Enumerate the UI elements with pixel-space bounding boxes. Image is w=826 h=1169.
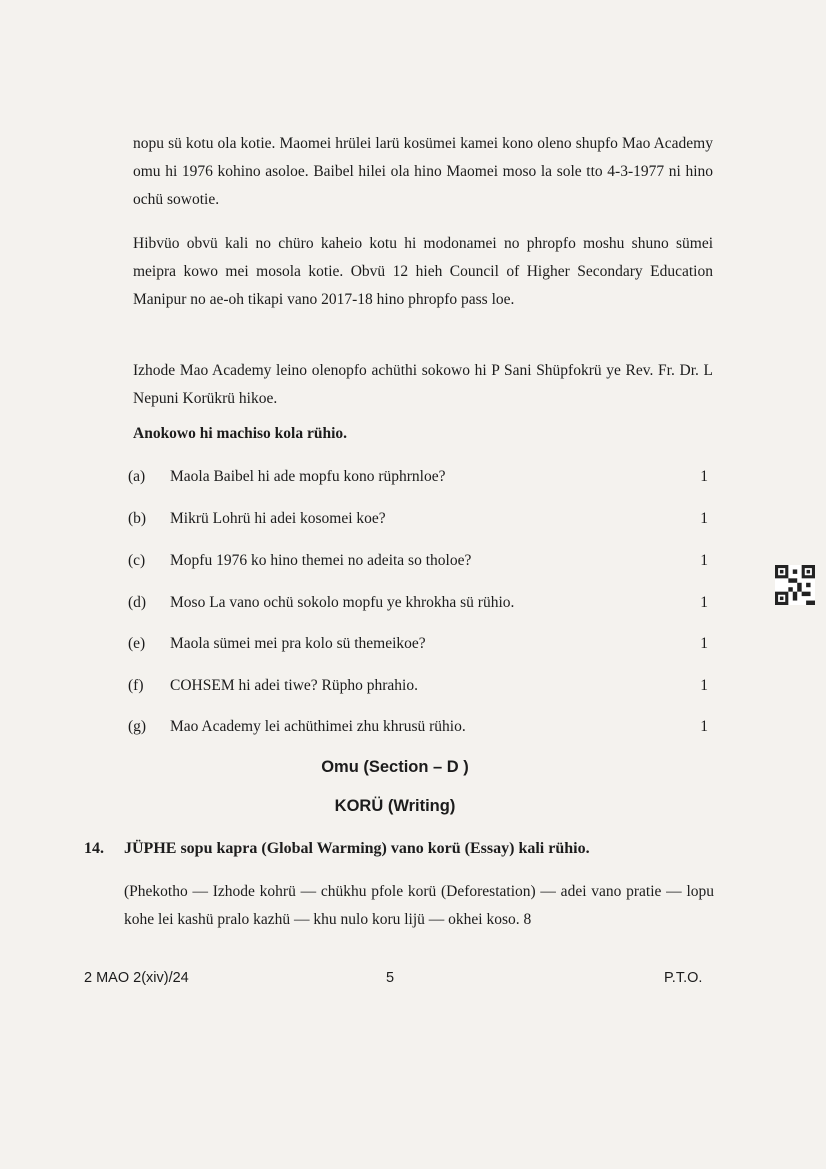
question-marks: 1	[700, 510, 708, 527]
question-text: Mikrü Lohrü hi adei kosomei koe?	[170, 510, 386, 527]
qr-code-icon	[775, 565, 815, 605]
paragraph-2: Hibvüo obvü kali no chüro kaheio kotu hi modonamei no phropfo moshu shuno sümei meipra kowo mei mosola kotie. Obvü 12 hieh Council of Higher Secondary Education Manipur no ae-oh tikapi vano 2017-18 hino phropfo pass loe.	[133, 235, 713, 308]
question-number: 14.	[84, 840, 104, 857]
question-text: COHSEM hi adei tiwe? Rüpho phrahio.	[170, 677, 418, 694]
question-e	[128, 635, 708, 663]
question-text: Moso La vano ochü sokolo mopfu ye khrokha sü rühio.	[170, 594, 515, 611]
paper-code: 2 MAO 2(xiv)/24	[84, 970, 189, 986]
question-c	[128, 552, 708, 580]
section-subtitle: KORÜ (Writing)	[334, 797, 456, 815]
question-text: Mopfu 1976 ko hino themei no adeita so tholoe?	[170, 552, 472, 569]
question-letter: (a)	[128, 468, 146, 485]
question-letter: (d)	[128, 594, 147, 611]
question-marks: 1	[700, 635, 708, 652]
question-g	[128, 718, 708, 746]
question-text: Mao Academy lei achüthimei zhu khrusü rühio.	[170, 718, 466, 735]
question-marks: 1	[700, 468, 708, 485]
question-letter: (c)	[128, 552, 146, 569]
question-f	[128, 677, 708, 705]
question-marks: 1	[700, 594, 708, 611]
question-text: Maola sümei mei pra kolo sü themeikoe?	[170, 635, 426, 652]
question-marks: 1	[700, 677, 708, 694]
paragraph-1: nopu sü kotu ola kotie. Maomei hrülei larü kosümei kamei kono oleno shupfo Mao Academy omu hi 1976 kohino asoloe. Baibel hilei ola hino Maomei moso la sole tto 4-3-1977 ni hino ochü sowotie.	[133, 135, 713, 208]
page-number: 5	[386, 970, 395, 986]
question-letter: (b)	[128, 510, 147, 527]
question-letter: (f)	[128, 677, 144, 694]
question-letter: (e)	[128, 635, 146, 652]
question-d	[128, 594, 708, 622]
question-text: JÜPHE sopu kapra (Global Warming) vano korü (Essay) kali rühio.	[124, 840, 590, 857]
paragraph-3: Izhode Mao Academy leino olenopfo achüthi sokowo hi P Sani Shüpfokrü ye Rev. Fr. Dr. L Nepuni Korükrü hikoe.	[133, 362, 713, 407]
question-marks: 1	[700, 718, 708, 735]
essay-hint: (Phekotho — Izhode kohrü — chükhu pfole korü (Deforestation) — adei vano pratie — lopu kohe lei kashü pralo kazhü — khu nulo koru lijü — okhei koso. 8	[124, 883, 714, 928]
question-letter: (g)	[128, 718, 147, 735]
question-marks: 1	[700, 552, 708, 569]
section-title: Omu (Section – D )	[321, 758, 469, 776]
pto-label: P.T.O.	[664, 970, 703, 986]
question-a	[128, 468, 708, 496]
question-b	[128, 510, 708, 538]
instruction-heading: Anokowo hi machiso kola rühio.	[133, 425, 348, 442]
question-text: Maola Baibel hi ade mopfu kono rüphrnloe?	[170, 468, 446, 485]
